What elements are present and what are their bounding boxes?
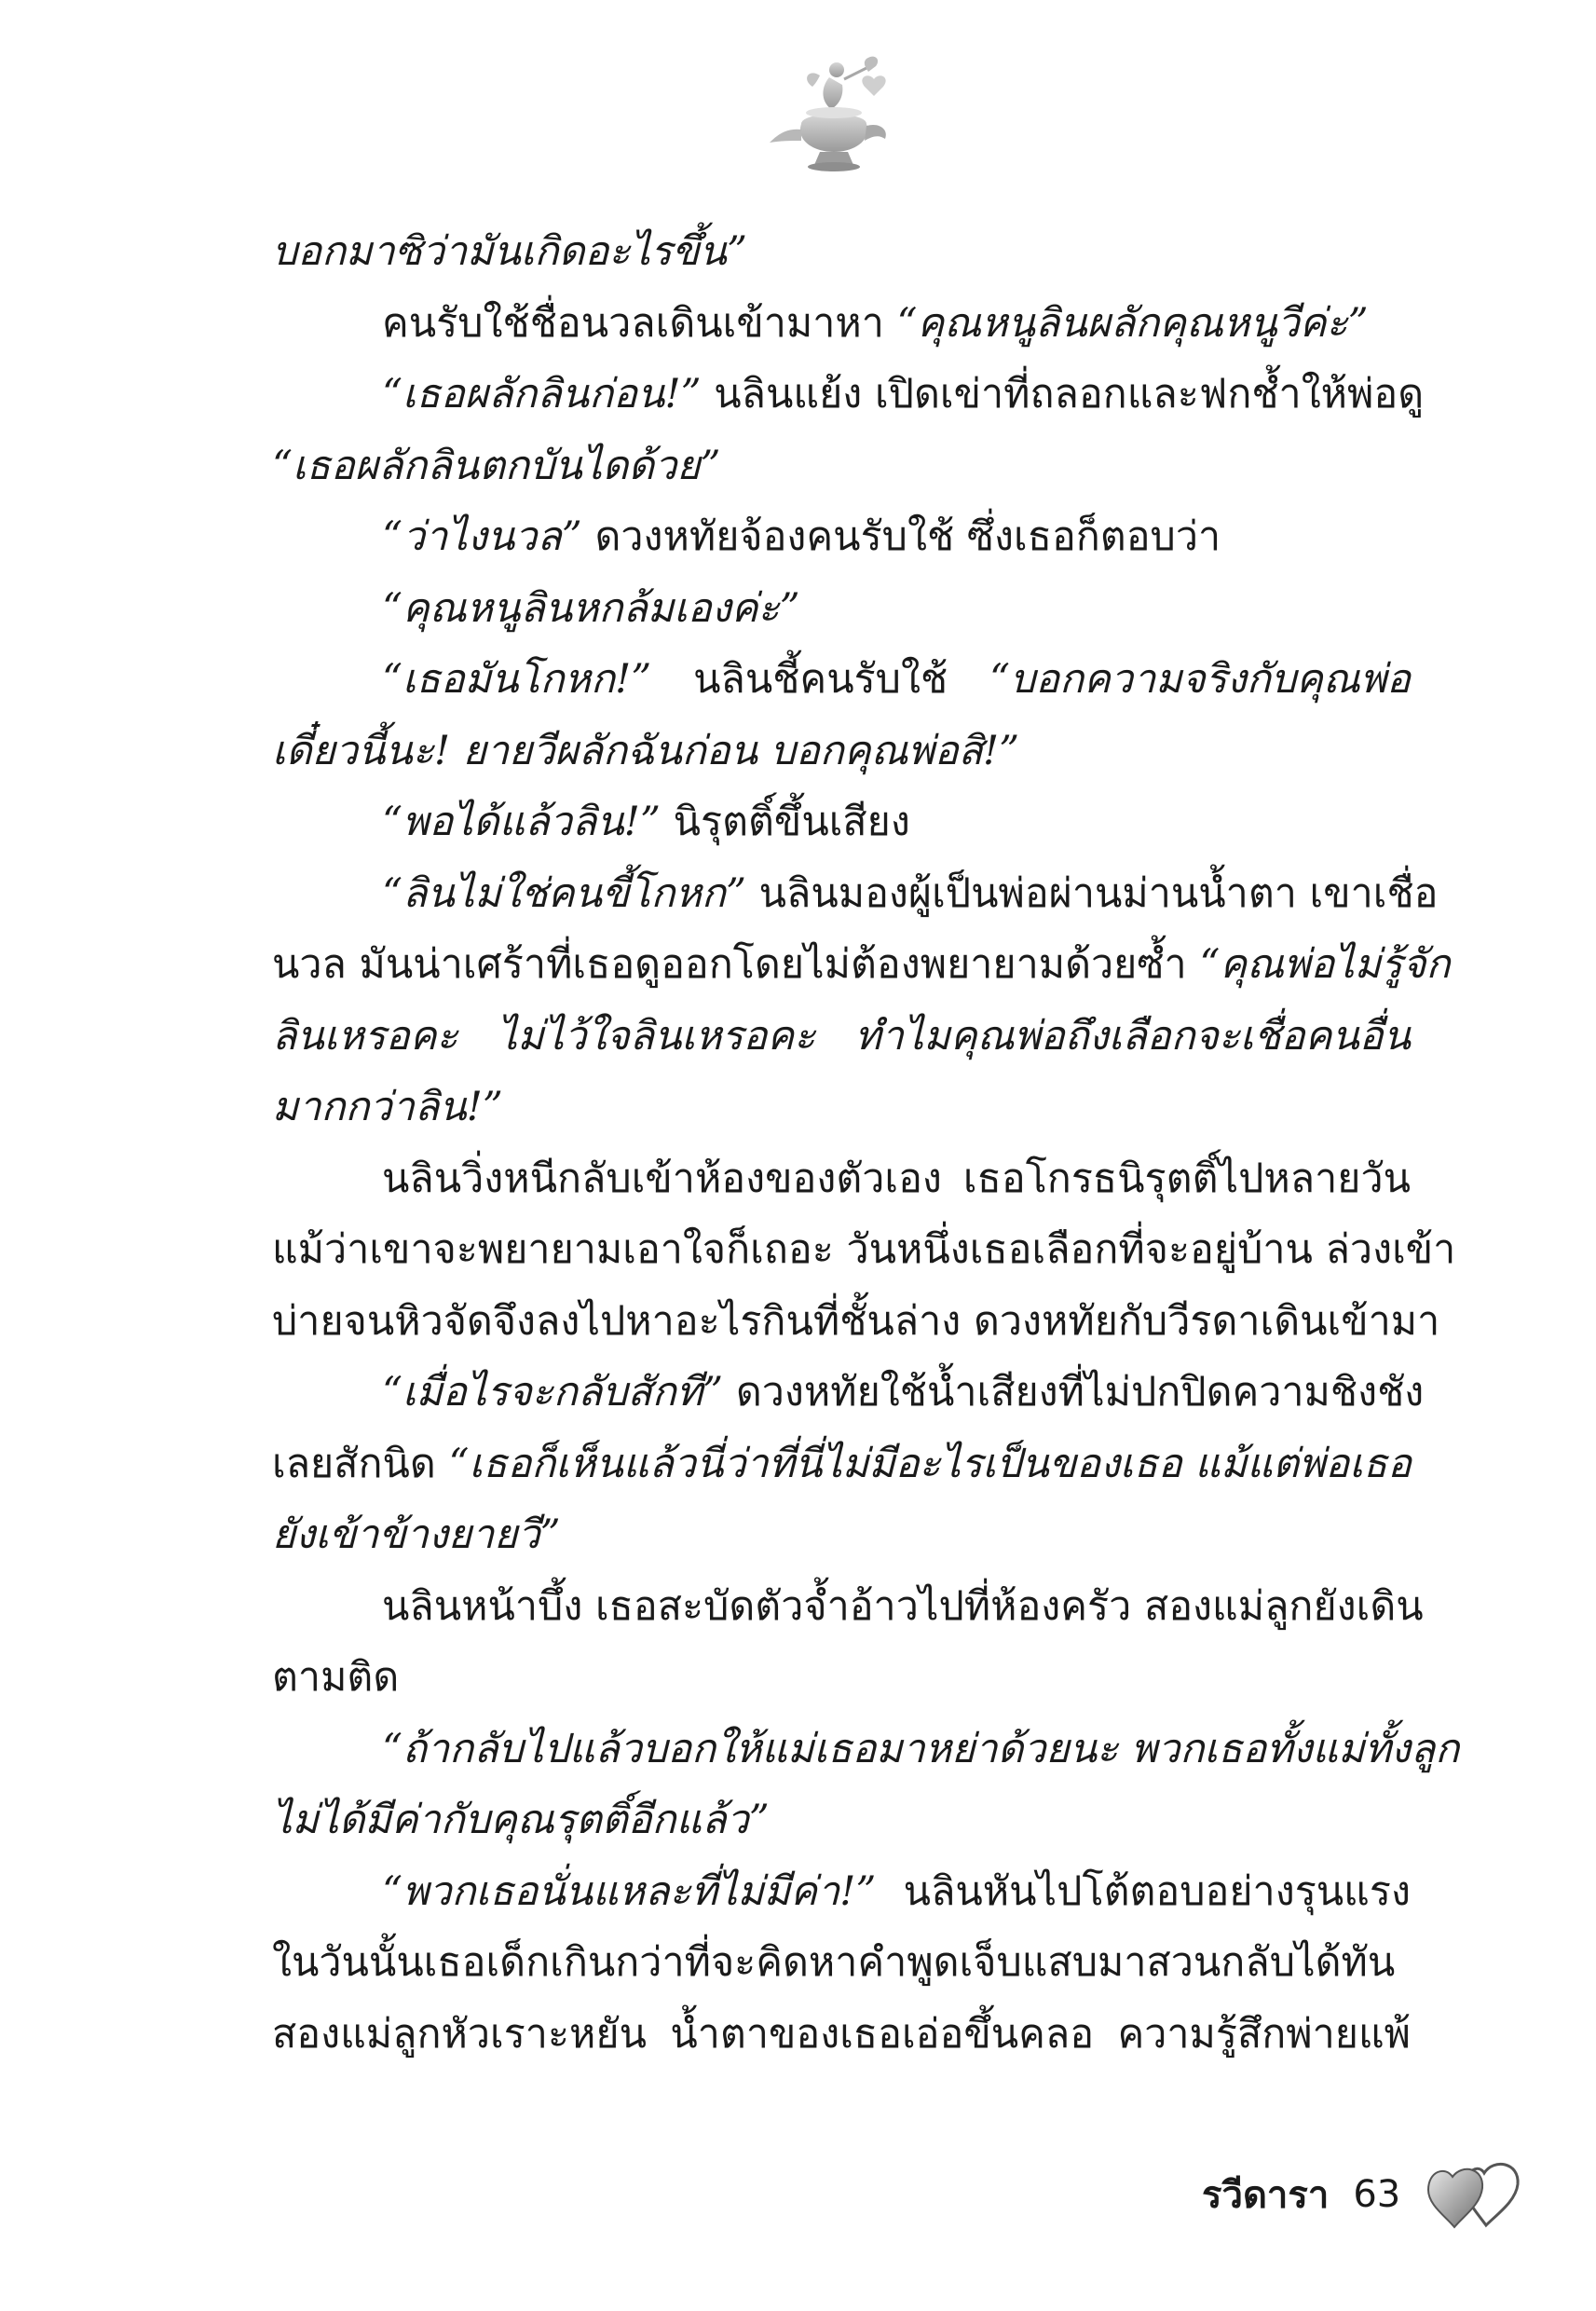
text-line xyxy=(272,1001,1411,1073)
text-segment: ในวันนั้นเธอเด็กเกินกว่าที่จะคิดหาคำพูดเจ็บแสบมาสวนกลับได้ทัน xyxy=(272,1939,1396,1986)
text-line xyxy=(272,1856,1411,1928)
text-line xyxy=(272,716,1411,787)
text-line xyxy=(272,1214,1456,1286)
text-line xyxy=(272,1714,1460,1785)
text-segment: ลินเหรอคะ ไม่ไว้ใจลินเหรอคะ ทำไมคุณพ่อถึงเลือกจะเชื่อคนอื่น xyxy=(272,1012,1411,1060)
text-segment: แม้ว่าเขาจะพยายามเอาใจก็เถอะ วันหนึ่งเธอเลือกที่จะอยู่บ้าน ล่วงเข้า xyxy=(272,1226,1456,1273)
text-segment: “เธอมันโกหก!” xyxy=(382,656,652,703)
text-line xyxy=(272,288,1411,360)
text-segment: นลินหน้าบึ้ง เธอสะบัดตัวจ้ำอ้าวไปที่ห้องครัว สองแม่ลูกยังเดิน xyxy=(382,1582,1424,1630)
text-line xyxy=(272,1429,1411,1500)
text-segment: “เมื่อไรจะกลับสักที” xyxy=(382,1369,724,1415)
text-segment: “เธอก็เห็นแล้วนี่ว่าที่นี่ไม่มีอะไรเป็นของเธอ แม้แต่พ่อเธอ xyxy=(448,1440,1412,1487)
text-segment: บอกมาซิว่ามันเกิดอะไรขึ้น” xyxy=(272,228,747,275)
text-segment: เดี๋ยวนี้นะ! ยายวีผลักฉันก่อน บอกคุณพ่อสิ!” xyxy=(272,727,1020,774)
story-text xyxy=(272,216,1460,2070)
text-line xyxy=(272,1571,1424,1643)
text-segment: คนรับใช้ชื่อนวลเดินเข้ามาหา xyxy=(382,299,897,347)
text-line xyxy=(272,1927,1411,1999)
text-line xyxy=(272,929,1451,1001)
text-line xyxy=(272,431,1411,502)
text-line xyxy=(272,359,1425,431)
text-line xyxy=(272,573,1411,645)
text-segment: มากกว่าลิน!” xyxy=(272,1084,503,1130)
text-line xyxy=(272,1357,1425,1429)
text-line xyxy=(272,1286,1440,1358)
text-segment: นลินแย้ง เปิดเข่าที่ถลอกและฟกช้ำให้พ่อดู xyxy=(701,371,1425,417)
book-title: รวีดารา xyxy=(1202,2174,1330,2217)
text-segment: นลินชี้คนรับใช้ xyxy=(651,656,990,703)
text-segment: บ่ายจนหิวจัดจึงลงไปหาอะไรกินที่ชั้นล่าง ดวงหทัยกับวีรดาเดินเข้ามา xyxy=(272,1297,1440,1345)
text-segment: “พอได้แล้วลิน!” xyxy=(382,799,661,845)
text-line xyxy=(272,216,1411,288)
text-line xyxy=(272,644,1411,716)
text-segment: นิรุตติ์ขึ้นเสียง xyxy=(660,799,910,845)
text-segment: เลยสักนิด xyxy=(272,1440,449,1487)
text-segment: ดวงหทัยจ้องคนรับใช้ ซึ่งเธอก็ตอบว่า xyxy=(581,513,1221,560)
text-line xyxy=(272,1785,1411,1856)
text-line xyxy=(272,786,1411,858)
text-line xyxy=(272,858,1439,930)
text-segment: “ลินไม่ใช่คนขี้โกหก” xyxy=(382,869,746,917)
text-segment: “บอกความจริงกับคุณพ่อ xyxy=(989,656,1411,703)
text-segment: “ถ้ากลับไปแล้วบอกให้แม่เธอมาหย่าด้วยนะ พวกเธอทั้งแม่ทั้งลูก xyxy=(382,1725,1460,1772)
text-line xyxy=(272,501,1411,573)
text-segment: “คุณหนูลินหกล้มเองค่ะ” xyxy=(382,584,800,632)
text-segment: “ว่าไงนวล” xyxy=(382,513,582,560)
text-segment: “เธอผลักลินตกบันไดด้วย” xyxy=(272,442,721,489)
text-segment: “พวกเธอนั่นแหละที่ไม่มีค่า!” xyxy=(382,1867,877,1915)
text-segment: นลินมองผู้เป็นพ่อผ่านม่านน้ำตา เขาเชื่อ xyxy=(745,869,1439,917)
text-segment: สองแม่ลูกหัวเราะหยัน น้ำตาของเธอเอ่อขึ้นคลอ ความรู้สึกพ่ายแพ้ xyxy=(272,2010,1411,2058)
text-segment: “คุณพ่อไม่รู้จัก xyxy=(1199,941,1451,988)
text-segment: ยังเข้าข้างยายวี” xyxy=(272,1511,561,1558)
text-line xyxy=(272,1072,1411,1143)
page-footer xyxy=(1202,2153,1531,2236)
page-number: 63 xyxy=(1353,2173,1401,2216)
text-segment: นลินวิ่งหนีกลับเข้าห้องของตัวเอง เธอโกรธนิรุตติ์ไปหลายวัน xyxy=(382,1155,1411,1202)
text-segment: ตามติด xyxy=(272,1654,400,1701)
genie-lamp-cupid-icon xyxy=(764,51,904,177)
text-segment: นลินหันไปโต้ตอบอย่างรุนแรง xyxy=(876,1867,1411,1915)
text-segment: ดวงหทัยใช้น้ำเสียงที่ไม่ปกปิดความชิงชัง xyxy=(723,1369,1425,1415)
text-line xyxy=(272,1642,1411,1714)
text-line xyxy=(272,1143,1411,1215)
text-segment: นวล มันน่าเศร้าที่เธอดูออกโดยไม่ต้องพยายามด้วยซ้ำ xyxy=(272,941,1200,988)
text-segment: “เธอผลักลินก่อน!” xyxy=(382,371,702,417)
double-heart-icon xyxy=(1419,2153,1531,2236)
text-segment: ไม่ได้มีค่ากับคุณรุตติ์อีกแล้ว” xyxy=(272,1797,770,1843)
text-line xyxy=(272,1499,1411,1571)
text-line xyxy=(272,1999,1411,2071)
text-segment: “คุณหนูลินผลักคุณหนูวีค่ะ” xyxy=(896,299,1369,347)
